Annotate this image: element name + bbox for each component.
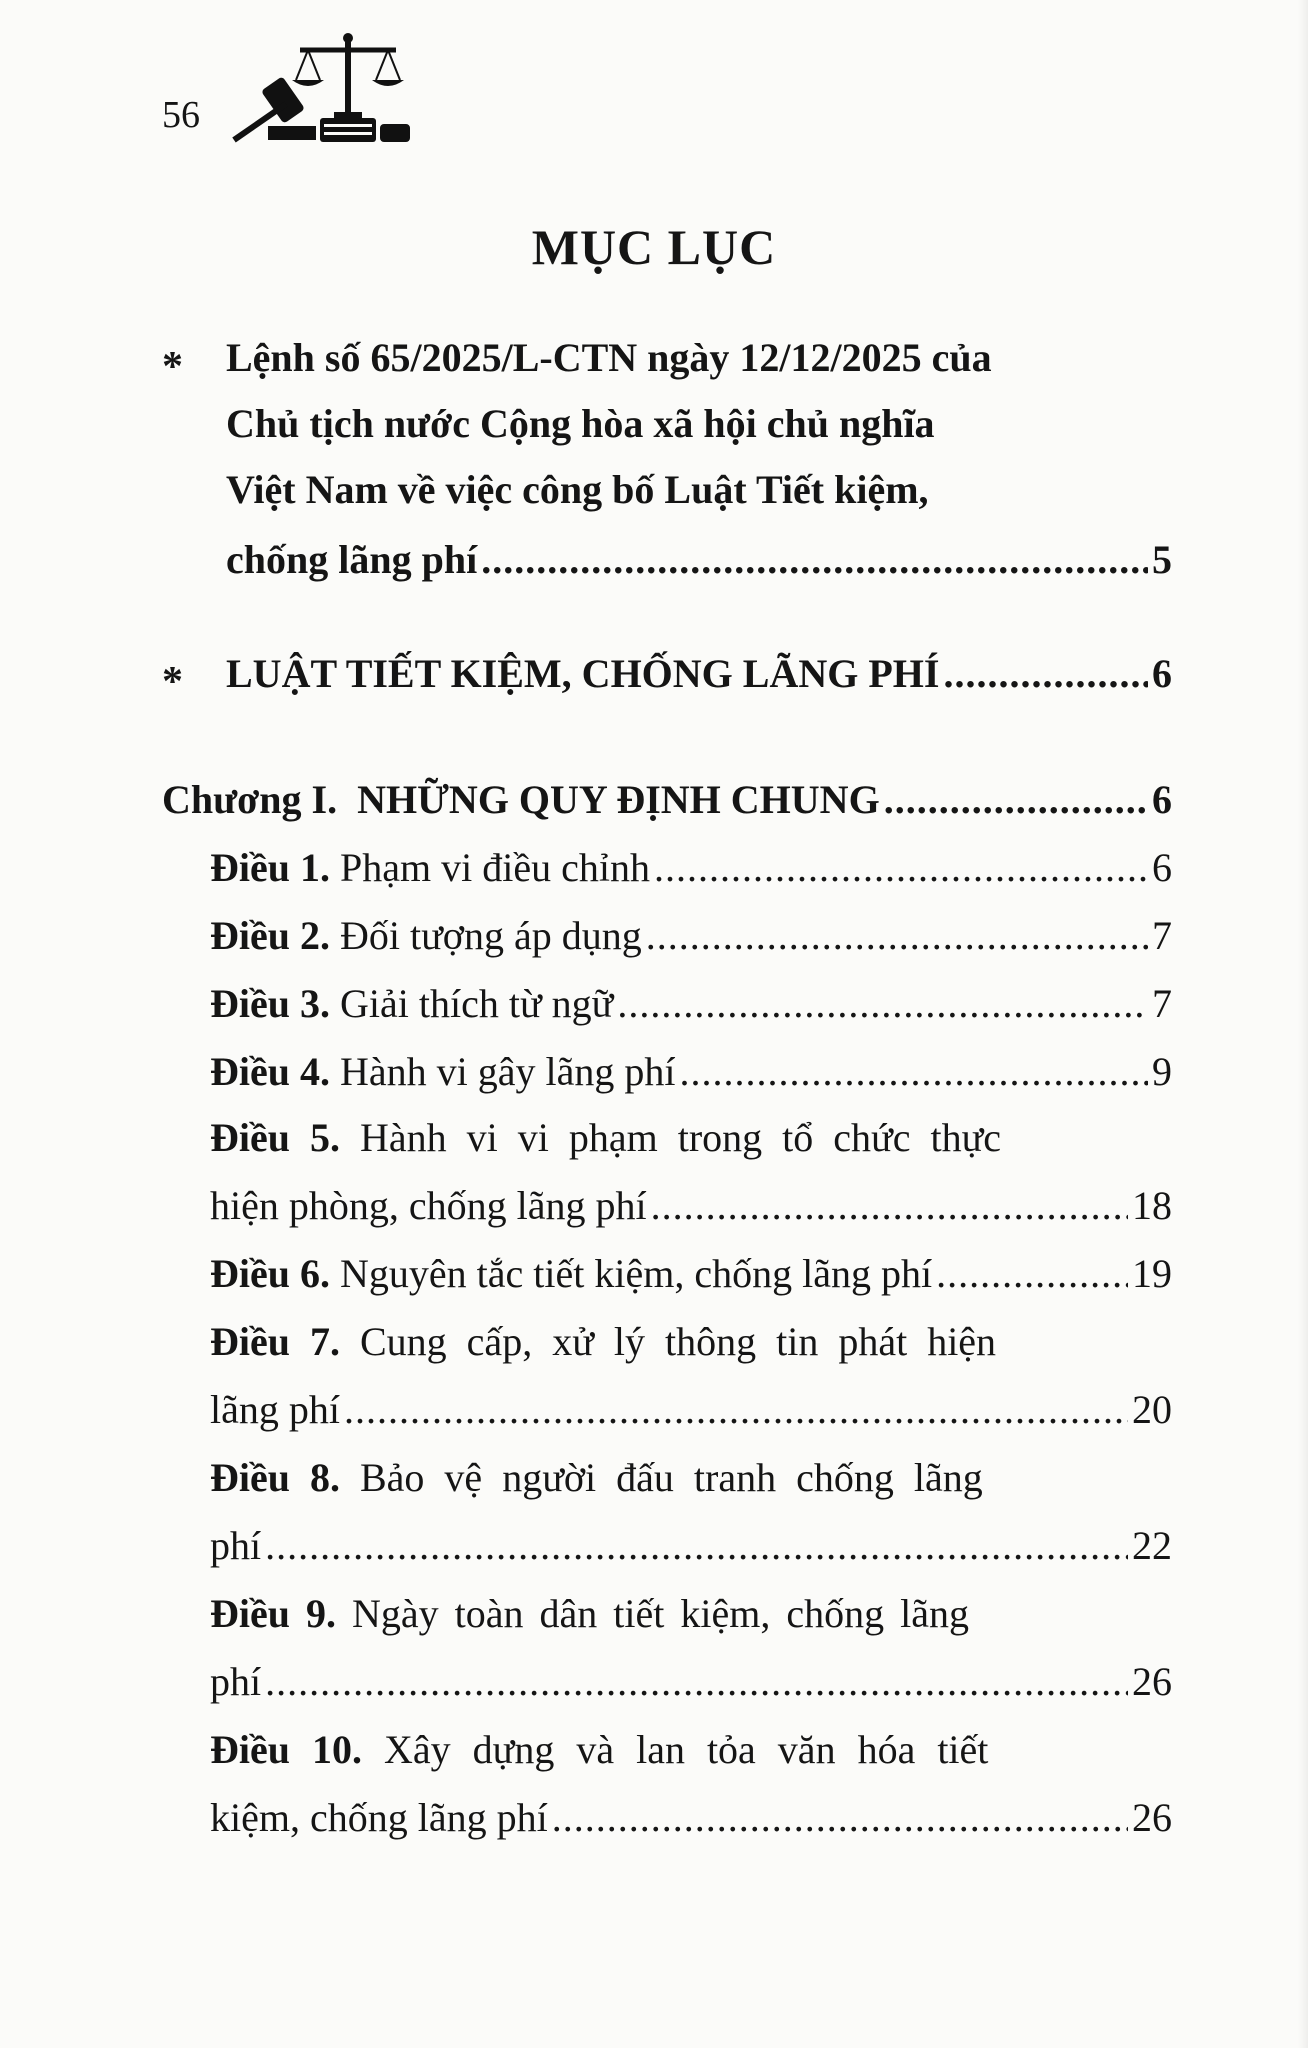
page-ref: 19 (1132, 1251, 1172, 1296)
article-label: Điều 5. (210, 1115, 340, 1160)
page-number: 56 (162, 94, 200, 136)
article-title: Hành vi gây lãng phí (340, 1049, 676, 1094)
toc-entry-article-2[interactable] (210, 913, 1172, 958)
article-line-1 (210, 1115, 1172, 1160)
article-line-2 (210, 1659, 1172, 1704)
article-line-2 (210, 1183, 1172, 1228)
article-line-2 (210, 1387, 1172, 1432)
page-ref: 7 (1152, 913, 1172, 958)
article-title: Giải thích từ ngữ (340, 981, 614, 1026)
article-label: Điều 8. (210, 1455, 340, 1500)
article-line-2 (210, 1523, 1172, 1568)
article-title: Cung cấp, xử lý thông tin phát hiện (360, 1319, 997, 1364)
scales-of-justice-gavel-icon (228, 28, 418, 148)
leader-dots (651, 1186, 1128, 1226)
article-label: Điều 4. (210, 1049, 330, 1094)
leader-dots (552, 1798, 1128, 1838)
leader-dots (265, 1526, 1128, 1566)
article-title-cont: kiệm, chống lãng phí (210, 1795, 548, 1840)
article-label: Điều 10. (210, 1727, 362, 1772)
article-line-1 (210, 1319, 1172, 1364)
article-title: Đối tượng áp dụng (340, 913, 642, 958)
article-label: Điều 6. (210, 1251, 330, 1296)
page-ref: 6 (1152, 651, 1172, 696)
page-ref: 18 (1132, 1183, 1172, 1228)
article-label: Điều 7. (210, 1319, 340, 1364)
page-ref: 20 (1132, 1387, 1172, 1432)
leader-dots (680, 1052, 1149, 1092)
article-line-2 (210, 1795, 1172, 1840)
order-line-3: Việt Nam về việc công bố Luật Tiết kiệm, (226, 467, 929, 512)
article-title: Hành vi vi phạm trong tổ chức thực (360, 1115, 1002, 1160)
article-title-cont: hiện phòng, chống lãng phí (210, 1183, 647, 1228)
toc-entry-chapter-1[interactable] (162, 777, 1172, 822)
leader-dots (617, 984, 1148, 1024)
page-ref: 26 (1132, 1795, 1172, 1840)
order-line-4-text: chống lãng phí (226, 537, 478, 582)
page-ref: 6 (1152, 777, 1172, 822)
article-line-1 (210, 1591, 1172, 1636)
page-ref: 26 (1132, 1659, 1172, 1704)
bullet-asterisk: * (162, 344, 183, 390)
page-ref: 9 (1152, 1049, 1172, 1094)
article-title-cont: phí (210, 1523, 262, 1568)
article-label: Điều 3. (210, 981, 330, 1026)
article-line-1 (210, 1455, 1172, 1500)
article-label: Điều 2. (210, 913, 330, 958)
leader-dots (936, 1254, 1128, 1294)
toc-entry-article-3[interactable] (210, 981, 1172, 1026)
toc-entry-article-4[interactable] (210, 1049, 1172, 1094)
chapter-title: Chương I. NHỮNG QUY ĐỊNH CHUNG (162, 777, 880, 822)
leader-dots (646, 916, 1148, 956)
order-line-1: Lệnh số 65/2025/L-CTN ngày 12/12/2025 của (226, 335, 992, 380)
page-ref: 5 (1152, 537, 1172, 582)
leader-dots (344, 1390, 1128, 1430)
article-title-cont: phí (210, 1659, 262, 1704)
table-of-contents-title: MỤC LỤC (531, 219, 777, 275)
page-ref: 6 (1152, 845, 1172, 890)
law-title-line (226, 651, 1172, 696)
article-line-1 (210, 1727, 1172, 1772)
article-title: Nguyên tắc tiết kiệm, chống lãng phí (340, 1251, 933, 1296)
scan-edge-shadow (1298, 0, 1308, 2048)
article-label: Điều 9. (210, 1591, 336, 1636)
leader-dots (943, 654, 1148, 694)
page-header (162, 28, 422, 148)
page-ref: 7 (1152, 981, 1172, 1026)
toc-entry-article-6[interactable] (210, 1251, 1172, 1296)
order-line-2: Chủ tịch nước Cộng hòa xã hội chủ nghĩa (226, 401, 935, 446)
page-ref: 22 (1132, 1523, 1172, 1568)
article-label: Điều 1. (210, 845, 330, 890)
article-title-cont: lãng phí (210, 1387, 340, 1432)
leader-dots (481, 540, 1148, 580)
toc-entry-article-1[interactable] (210, 845, 1172, 890)
article-title: Xây dựng và lan tỏa văn hóa tiết (384, 1727, 989, 1772)
article-title: Bảo vệ người đấu tranh chống lãng (360, 1455, 983, 1500)
order-line-4 (226, 537, 1172, 582)
bullet-asterisk: * (162, 659, 183, 705)
leader-dots (884, 780, 1148, 820)
leader-dots (654, 848, 1148, 888)
law-title: LUẬT TIẾT KIỆM, CHỐNG LÃNG PHÍ (226, 651, 940, 696)
article-title: Ngày toàn dân tiết kiệm, chống lãng (352, 1591, 969, 1636)
article-title: Phạm vi điều chỉnh (340, 845, 650, 890)
leader-dots (265, 1662, 1128, 1702)
